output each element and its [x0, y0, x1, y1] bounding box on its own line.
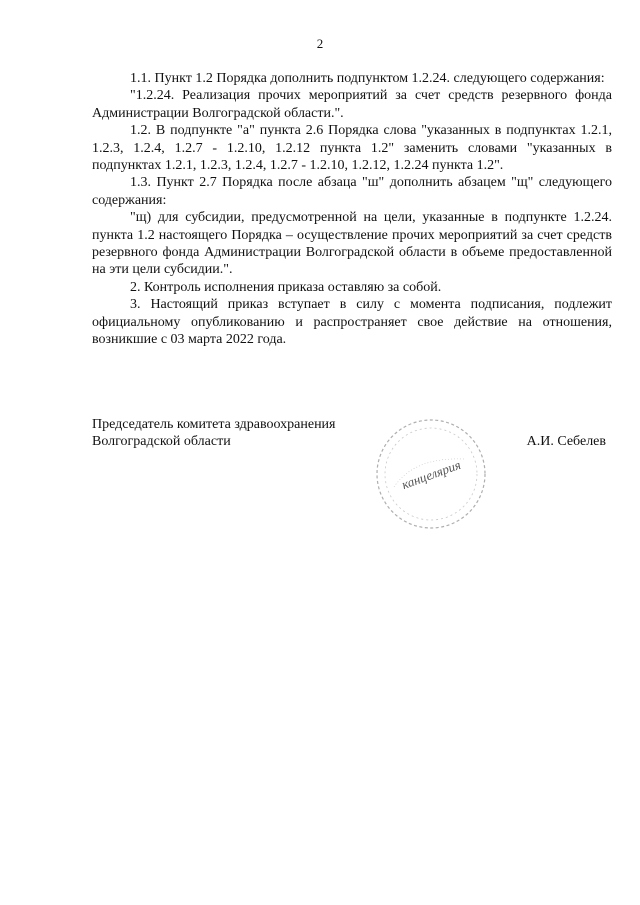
- paragraph-quote-shch: "щ) для субсидии, предусмотренной на цели, указанные в подпункте 1.2.24. пункта 1.2 настоящего Порядка – осуществление прочих мероприятий за счет средств резервного фонда Администрации Волгоградской области в объеме предоставленной на эти цели субсидии.".: [92, 210, 612, 278]
- signatory-position-line1: Председатель комитета здравоохранения: [92, 417, 336, 432]
- signatory-name: А.И. Себелев: [526, 434, 606, 450]
- signatory-position-line2: Волгоградской области: [92, 434, 231, 450]
- signature-block: [92, 416, 612, 451]
- paragraph-3: 3. Настоящий приказ вступает в силу с момента подписания, подлежит официальному опубликованию и распространяет свое действие на отношения, возникшие с 03 марта 2022 года.: [92, 297, 612, 348]
- paragraph-1-1: 1.1. Пункт 1.2 Порядка дополнить подпунктом 1.2.24. следующего содержания:: [130, 71, 605, 86]
- stamp-text: канцелярия: [399, 456, 463, 493]
- document-body: [92, 70, 612, 349]
- office-stamp: [374, 417, 488, 531]
- paragraph-1-2: 1.2. В подпункте "а" пункта 2.6 Порядка слова "указанных в подпунктах 1.2.1, 1.2.3, 1.2.4, 1.2.7 - 1.2.10, 1.2.12 пункта 1.2" заменить словами "указанных в подпунктах 1.2.1, 1.2.3, 1.2.4, 1.2.7 - 1.2.10, 1.2.12, 1.2.24 пункта 1.2".: [92, 123, 612, 174]
- paragraph-quote-1-2-24: "1.2.24. Реализация прочих мероприятий за счет средств резервного фонда Администрации Волгоградской области.".: [92, 88, 612, 121]
- paragraph-2: 2. Контроль исполнения приказа оставляю за собой.: [130, 279, 442, 295]
- paragraph-1-3: 1.3. Пункт 2.7 Порядка после абзаца "ш" дополнить абзацем "щ" следующего содержания:: [92, 175, 612, 208]
- page-number: 2: [316, 36, 324, 51]
